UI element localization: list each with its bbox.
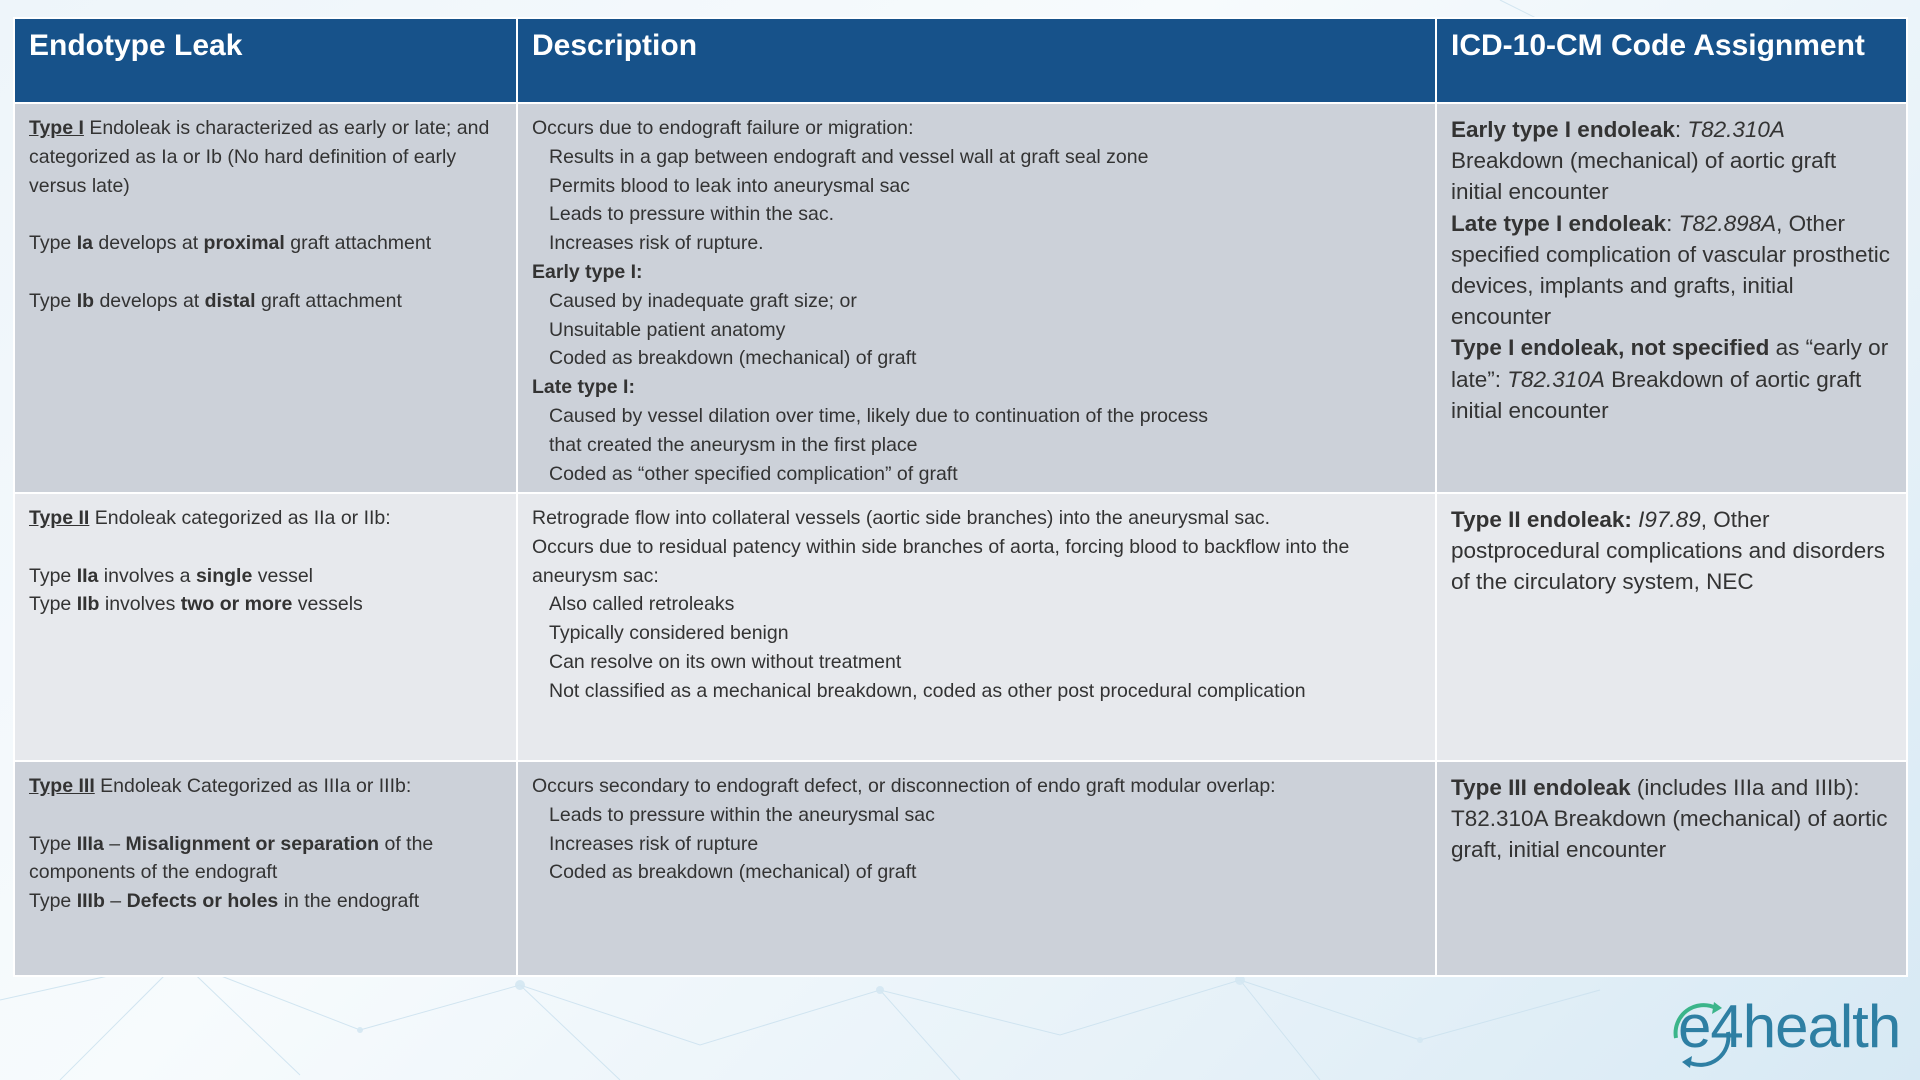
header-description: Description [517, 18, 1436, 103]
type-ii-code: Type II endoleak: I97.89, Other postprocedural complications and disorders of the circulatory system, NEC [1451, 507, 1885, 595]
type-i-lead: Type I Endoleak is characterized as early or late; and categorized as Ia or Ib (No hard definition of early versus late) [29, 117, 490, 197]
type-ii-code-cell [1436, 493, 1907, 761]
type-iii-label: Type III [29, 775, 95, 797]
header-endotype-leak: Endotype Leak [14, 18, 517, 103]
type-iii-description: Occurs secondary to endograft defect, or disconnection of endo graft modular overlap: Leads to pressure within the aneurysmal sac Increases risk of rupture Coded as breakdown (mechanical) of graft [517, 761, 1436, 976]
type-ii-lead: Type II Endoleak categorized as IIa or IIb: [29, 507, 391, 529]
header-icd-code-assignment: ICD-10-CM Code Assignment [1436, 18, 1907, 103]
type-iii-cell [14, 761, 517, 976]
early-type-i-code: Early type I endoleak: T82.310A Breakdown (mechanical) of aortic graft initial encounter [1451, 117, 1837, 205]
type-iii-code-cell [1436, 761, 1907, 976]
type-ib-line: Type Ib develops at distal graft attachment [29, 289, 402, 312]
late-type-i-heading: Late type I: [532, 376, 635, 399]
type-iii-code: Type III endoleak (includes IIIa and IIIb): T82.310A Breakdown (mechanical) of aortic graft, initial encounter [1451, 775, 1888, 863]
type-iii-lead: Type III Endoleak Categorized as IIIa or IIIb: [29, 775, 412, 797]
endoleak-table [13, 17, 1908, 977]
type-i-label: Type I [29, 117, 84, 139]
type-iib-line: Type IIb involves two or more vessels [29, 593, 363, 616]
late-type-i-code: Late type I endoleak: T82.898A, Other specified complication of vascular prosthetic devices, implants and grafts, initial encounter [1451, 210, 1890, 330]
type-ii-description: Retrograde flow into collateral vessels (aortic side branches) into the aneurysmal sac. Occurs due to residual patency within side branches of aorta, forcing blood to backflow into the aneurysm sac: Also called retroleaks Typically considered benign Can resolve on its own without treatment Not classified as a mechanical breakdown, coded as other post procedural complication [517, 493, 1436, 761]
type-i-code-cell [1436, 103, 1907, 493]
type-ia-line: Type Ia develops at proximal graft attachment [29, 232, 432, 255]
type-i-description: Occurs due to endograft failure or migration: Results in a gap between endograft and vessel wall at graft seal zone Permits blood to leak into aneurysmal sac Leads to pressure within the sac. Increases risk of rupture. Early type I: Caused by inadequate graft size; or Unsuitable patient anatomy Coded as breakdown (mechanical) of graft Late type I: Caused by vessel dilation over time, likely due to continuation of the process that created the aneurysm in the first place Coded as “other specified complication” of graft [517, 103, 1436, 493]
table-row-type-i [14, 103, 1907, 493]
early-type-i-heading: Early type I: [532, 260, 643, 283]
table-row-type-iii [14, 761, 1907, 976]
type-iiib-line: Type IIIb – Defects or holes in the endograft [29, 890, 420, 913]
type-ii-label: Type II [29, 507, 90, 529]
unspecified-type-i-code: Type I endoleak, not specified as “early or late”: T82.310A Breakdown of aortic graft initial encounter [1451, 335, 1889, 423]
type-iia-line: Type IIa involves a single vessel [29, 564, 314, 587]
type-iiia-line: Type IIIa – Misalignment or separation of the components of the endograft [29, 832, 434, 884]
table-header-row [14, 18, 1907, 103]
type-ii-cell [14, 493, 517, 761]
table-row-type-ii [14, 493, 1907, 761]
type-i-cell [14, 103, 517, 493]
logo-text: e4health [1678, 993, 1901, 1060]
